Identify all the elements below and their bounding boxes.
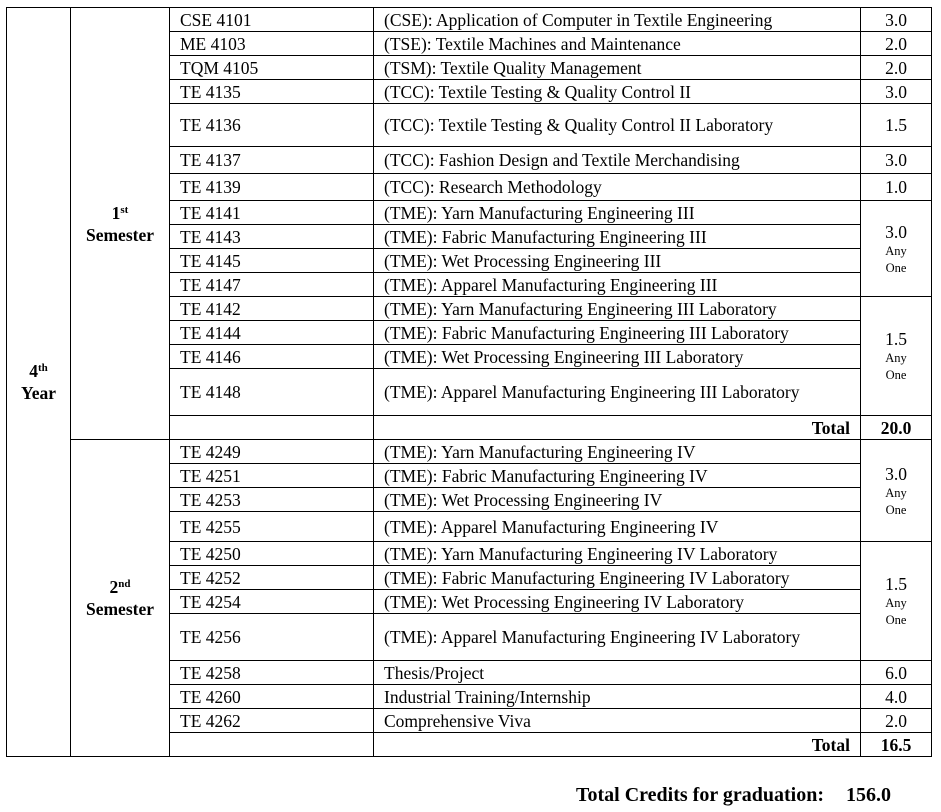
course-code: TE 4142 (170, 297, 374, 321)
curriculum-table (6, 7, 932, 757)
group-note: One (885, 368, 907, 382)
graduation-total-label: Total Credits for graduation: (576, 784, 824, 806)
group-note: Any (885, 243, 907, 258)
course-title: (TME): Wet Processing Engineering IV Laboratory (374, 590, 861, 614)
course-code: TE 4146 (170, 345, 374, 369)
course-title: (TSE): Textile Machines and Maintenance (374, 32, 861, 56)
group-note: One (885, 260, 907, 275)
course-credit: 2.0 (861, 709, 932, 733)
course-code: TE 4249 (170, 440, 374, 464)
group-credit: 1.5 (885, 574, 907, 594)
course-title: (TCC): Textile Testing & Quality Control II Laboratory (374, 104, 861, 147)
course-code: TE 4136 (170, 104, 374, 147)
course-code: TE 4260 (170, 685, 374, 709)
course-title: (TME): Fabric Manufacturing Engineering III (374, 225, 861, 249)
course-title: (TME): Apparel Manufacturing Engineering III (374, 273, 861, 297)
course-code: CSE 4101 (170, 8, 374, 32)
course-title: (TME): Apparel Manufacturing Engineering IV Laboratory (374, 614, 861, 661)
total-spacer (170, 416, 374, 440)
course-code: TE 4135 (170, 80, 374, 104)
course-title: (TME): Yarn Manufacturing Engineering III Laboratory (374, 297, 861, 321)
course-title: (TCC): Textile Testing & Quality Control II (374, 80, 861, 104)
semester-2-cell: 2nd Semester (71, 440, 170, 757)
course-title: (TME): Fabric Manufacturing Engineering IV (374, 464, 861, 488)
semester-1-cell: 1st Semester (71, 8, 170, 440)
semester-1-total-value: 20.0 (861, 416, 932, 440)
course-code: TE 4251 (170, 464, 374, 488)
semester-2-total-label: Total (374, 733, 861, 757)
course-credit: 1.0 (861, 174, 932, 201)
course-title: Industrial Training/Internship (374, 685, 861, 709)
course-code: TE 4252 (170, 566, 374, 590)
course-title: (TME): Wet Processing Engineering IV (374, 488, 861, 512)
course-title: (TME): Wet Processing Engineering III Laboratory (374, 345, 861, 369)
semester-2-total-value: 16.5 (861, 733, 932, 757)
course-code: TE 4143 (170, 225, 374, 249)
course-credit: 2.0 (861, 32, 932, 56)
group-note: Any (885, 351, 907, 365)
course-title: (TME): Yarn Manufacturing Engineering III (374, 201, 861, 225)
course-title: (TME): Yarn Manufacturing Engineering IV Laboratory (374, 542, 861, 566)
course-title: (TME): Fabric Manufacturing Engineering III Laboratory (374, 321, 861, 345)
course-title: Thesis/Project (374, 661, 861, 685)
course-credit: 6.0 (861, 661, 932, 685)
course-title: (TME): Fabric Manufacturing Engineering IV Laboratory (374, 566, 861, 590)
course-credit: 3.0 (861, 147, 932, 174)
group-note: One (885, 502, 907, 517)
course-title: (TME): Yarn Manufacturing Engineering IV (374, 440, 861, 464)
course-code: TE 4141 (170, 201, 374, 225)
course-credit: 2.0 (861, 56, 932, 80)
course-title: (TSM): Textile Quality Management (374, 56, 861, 80)
course-title: (TME): Apparel Manufacturing Engineering IV (374, 512, 861, 542)
group-note: Any (885, 485, 907, 500)
course-code: TE 4256 (170, 614, 374, 661)
group-credit: 3.0 (885, 463, 907, 484)
course-title: (TCC): Research Methodology (374, 174, 861, 201)
graduation-total (576, 784, 891, 807)
course-code: TE 4262 (170, 709, 374, 733)
group-note: Any (885, 596, 907, 610)
course-code: TQM 4105 (170, 56, 374, 80)
course-title: (TCC): Fashion Design and Textile Merchandising (374, 147, 861, 174)
course-code: TE 4145 (170, 249, 374, 273)
course-title: Comprehensive Viva (374, 709, 861, 733)
elective-credit-group (861, 297, 932, 416)
course-code: TE 4137 (170, 147, 374, 174)
course-title: (TME): Wet Processing Engineering III (374, 249, 861, 273)
course-code: TE 4144 (170, 321, 374, 345)
year-cell: 4th Year (7, 8, 71, 757)
course-code: TE 4254 (170, 590, 374, 614)
group-credit: 1.5 (885, 329, 907, 349)
total-spacer (170, 733, 374, 757)
group-note: One (885, 613, 907, 627)
course-credit: 3.0 (861, 8, 932, 32)
group-credit: 3.0 (885, 221, 907, 242)
course-code: TE 4147 (170, 273, 374, 297)
course-code: TE 4253 (170, 488, 374, 512)
course-credit: 3.0 (861, 80, 932, 104)
course-code: TE 4258 (170, 661, 374, 685)
elective-credit-group (861, 440, 932, 542)
elective-credit-group (861, 542, 932, 661)
course-credit: 1.5 (861, 104, 932, 147)
semester-1-total-label: Total (374, 416, 861, 440)
course-code: ME 4103 (170, 32, 374, 56)
course-code: TE 4255 (170, 512, 374, 542)
graduation-total-value: 156.0 (845, 784, 891, 806)
course-code: TE 4139 (170, 174, 374, 201)
course-code: TE 4250 (170, 542, 374, 566)
elective-credit-group (861, 201, 932, 297)
course-title: (CSE): Application of Computer in Textile Engineering (374, 8, 861, 32)
course-title: (TME): Apparel Manufacturing Engineering III Laboratory (374, 369, 861, 416)
course-credit: 4.0 (861, 685, 932, 709)
course-code: TE 4148 (170, 369, 374, 416)
